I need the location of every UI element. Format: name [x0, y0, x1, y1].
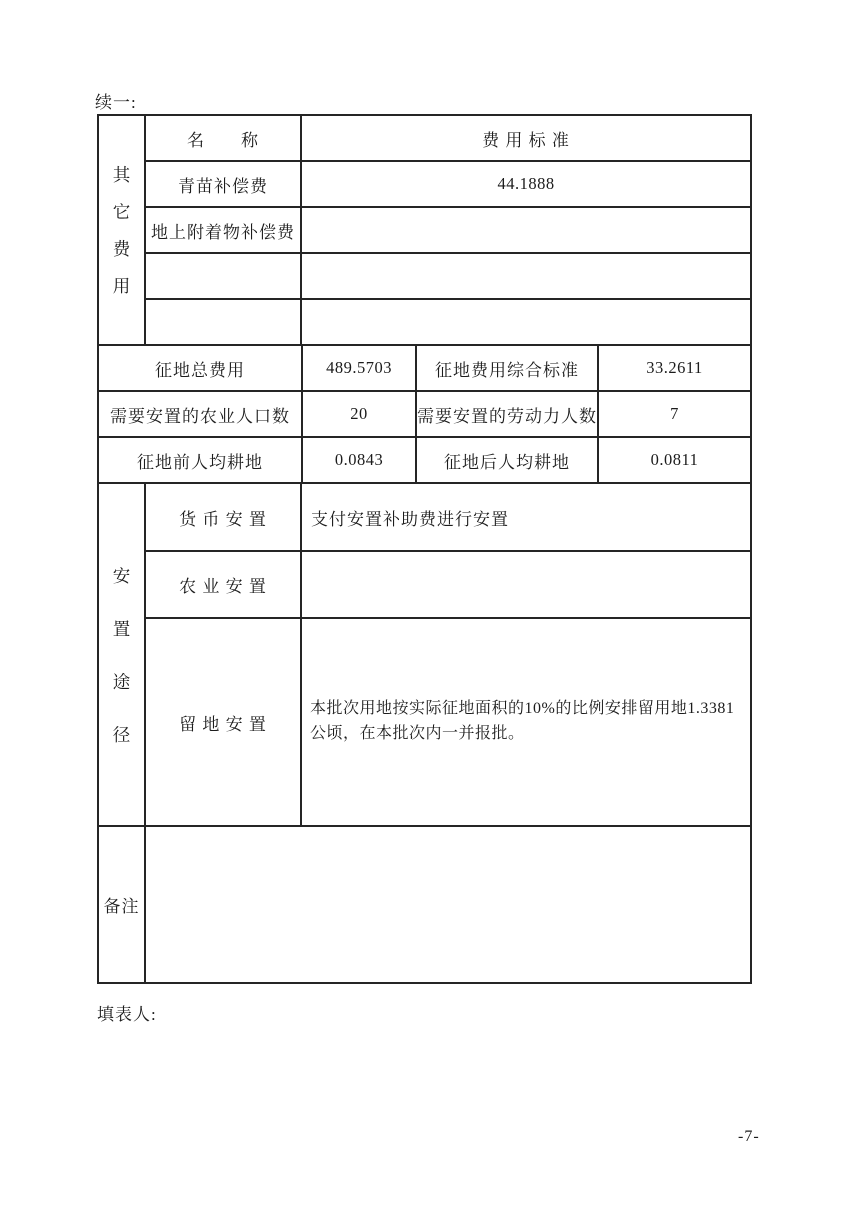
fee-row-value-attachments	[302, 208, 750, 254]
monetary-resettlement-value: 支付安置补助费进行安置	[302, 484, 750, 552]
side-char: 它	[112, 202, 131, 222]
farmland-before-label: 征地前人均耕地	[99, 438, 303, 484]
side-char: 安	[112, 565, 131, 586]
fee-row-value-empty-1	[302, 254, 750, 300]
labor-count-label: 需要安置的劳动力人数	[417, 392, 599, 438]
remarks-label: 备注	[99, 827, 146, 982]
fee-row-value-seedling: 44.1888	[302, 162, 750, 208]
monetary-resettlement-label: 货 币 安 置	[146, 484, 302, 552]
reserved-land-resettlement-cell	[302, 619, 750, 827]
side-char: 置	[112, 618, 131, 639]
side-char: 费	[112, 239, 131, 259]
labor-count-value: 7	[599, 392, 750, 438]
other-fees-side-label	[99, 116, 146, 346]
remarks-value	[146, 827, 750, 982]
page-number: -7-	[738, 1128, 760, 1145]
total-fee-value: 489.5703	[303, 346, 417, 392]
composite-standard-value: 33.2611	[599, 346, 750, 392]
resettlement-side-label	[99, 484, 146, 827]
agricultural-resettlement-value	[302, 552, 750, 619]
continuation-label: 续一:	[95, 93, 137, 112]
fee-row-value-empty-2	[302, 300, 750, 346]
fee-row-name-empty-2	[146, 300, 302, 346]
remarks-section	[99, 827, 750, 982]
total-fee-label: 征地总费用	[99, 346, 303, 392]
farmland-after-value: 0.0811	[599, 438, 750, 484]
side-char: 用	[112, 276, 131, 296]
side-char: 其	[112, 165, 131, 185]
fee-row-name-attachments: 地上附着物补偿费	[146, 208, 302, 254]
agri-population-label: 需要安置的农业人口数	[99, 392, 303, 438]
reserved-land-resettlement-value: 本批次用地按实际征地面积的10%的比例安排留用地1.3381公顷，在本批次内一并报批。	[310, 700, 735, 742]
side-char: 径	[112, 724, 131, 745]
reserved-land-resettlement-label: 留 地 安 置	[146, 619, 302, 827]
form-filler-label: 填表人:	[97, 1005, 157, 1024]
other-fees-section	[99, 116, 750, 346]
summary-section	[99, 346, 750, 484]
composite-standard-label: 征地费用综合标准	[417, 346, 599, 392]
land-acquisition-fee-table	[97, 114, 752, 984]
agricultural-resettlement-label: 农 业 安 置	[146, 552, 302, 619]
fee-row-name-empty-1	[146, 254, 302, 300]
agri-population-value: 20	[303, 392, 417, 438]
farmland-after-label: 征地后人均耕地	[417, 438, 599, 484]
side-char: 途	[112, 671, 131, 692]
column-header-fee-standard: 费 用 标 准	[302, 116, 750, 162]
column-header-name: 名 称	[146, 116, 302, 162]
fee-row-name-seedling: 青苗补偿费	[146, 162, 302, 208]
resettlement-section	[99, 484, 750, 827]
farmland-before-value: 0.0843	[303, 438, 417, 484]
